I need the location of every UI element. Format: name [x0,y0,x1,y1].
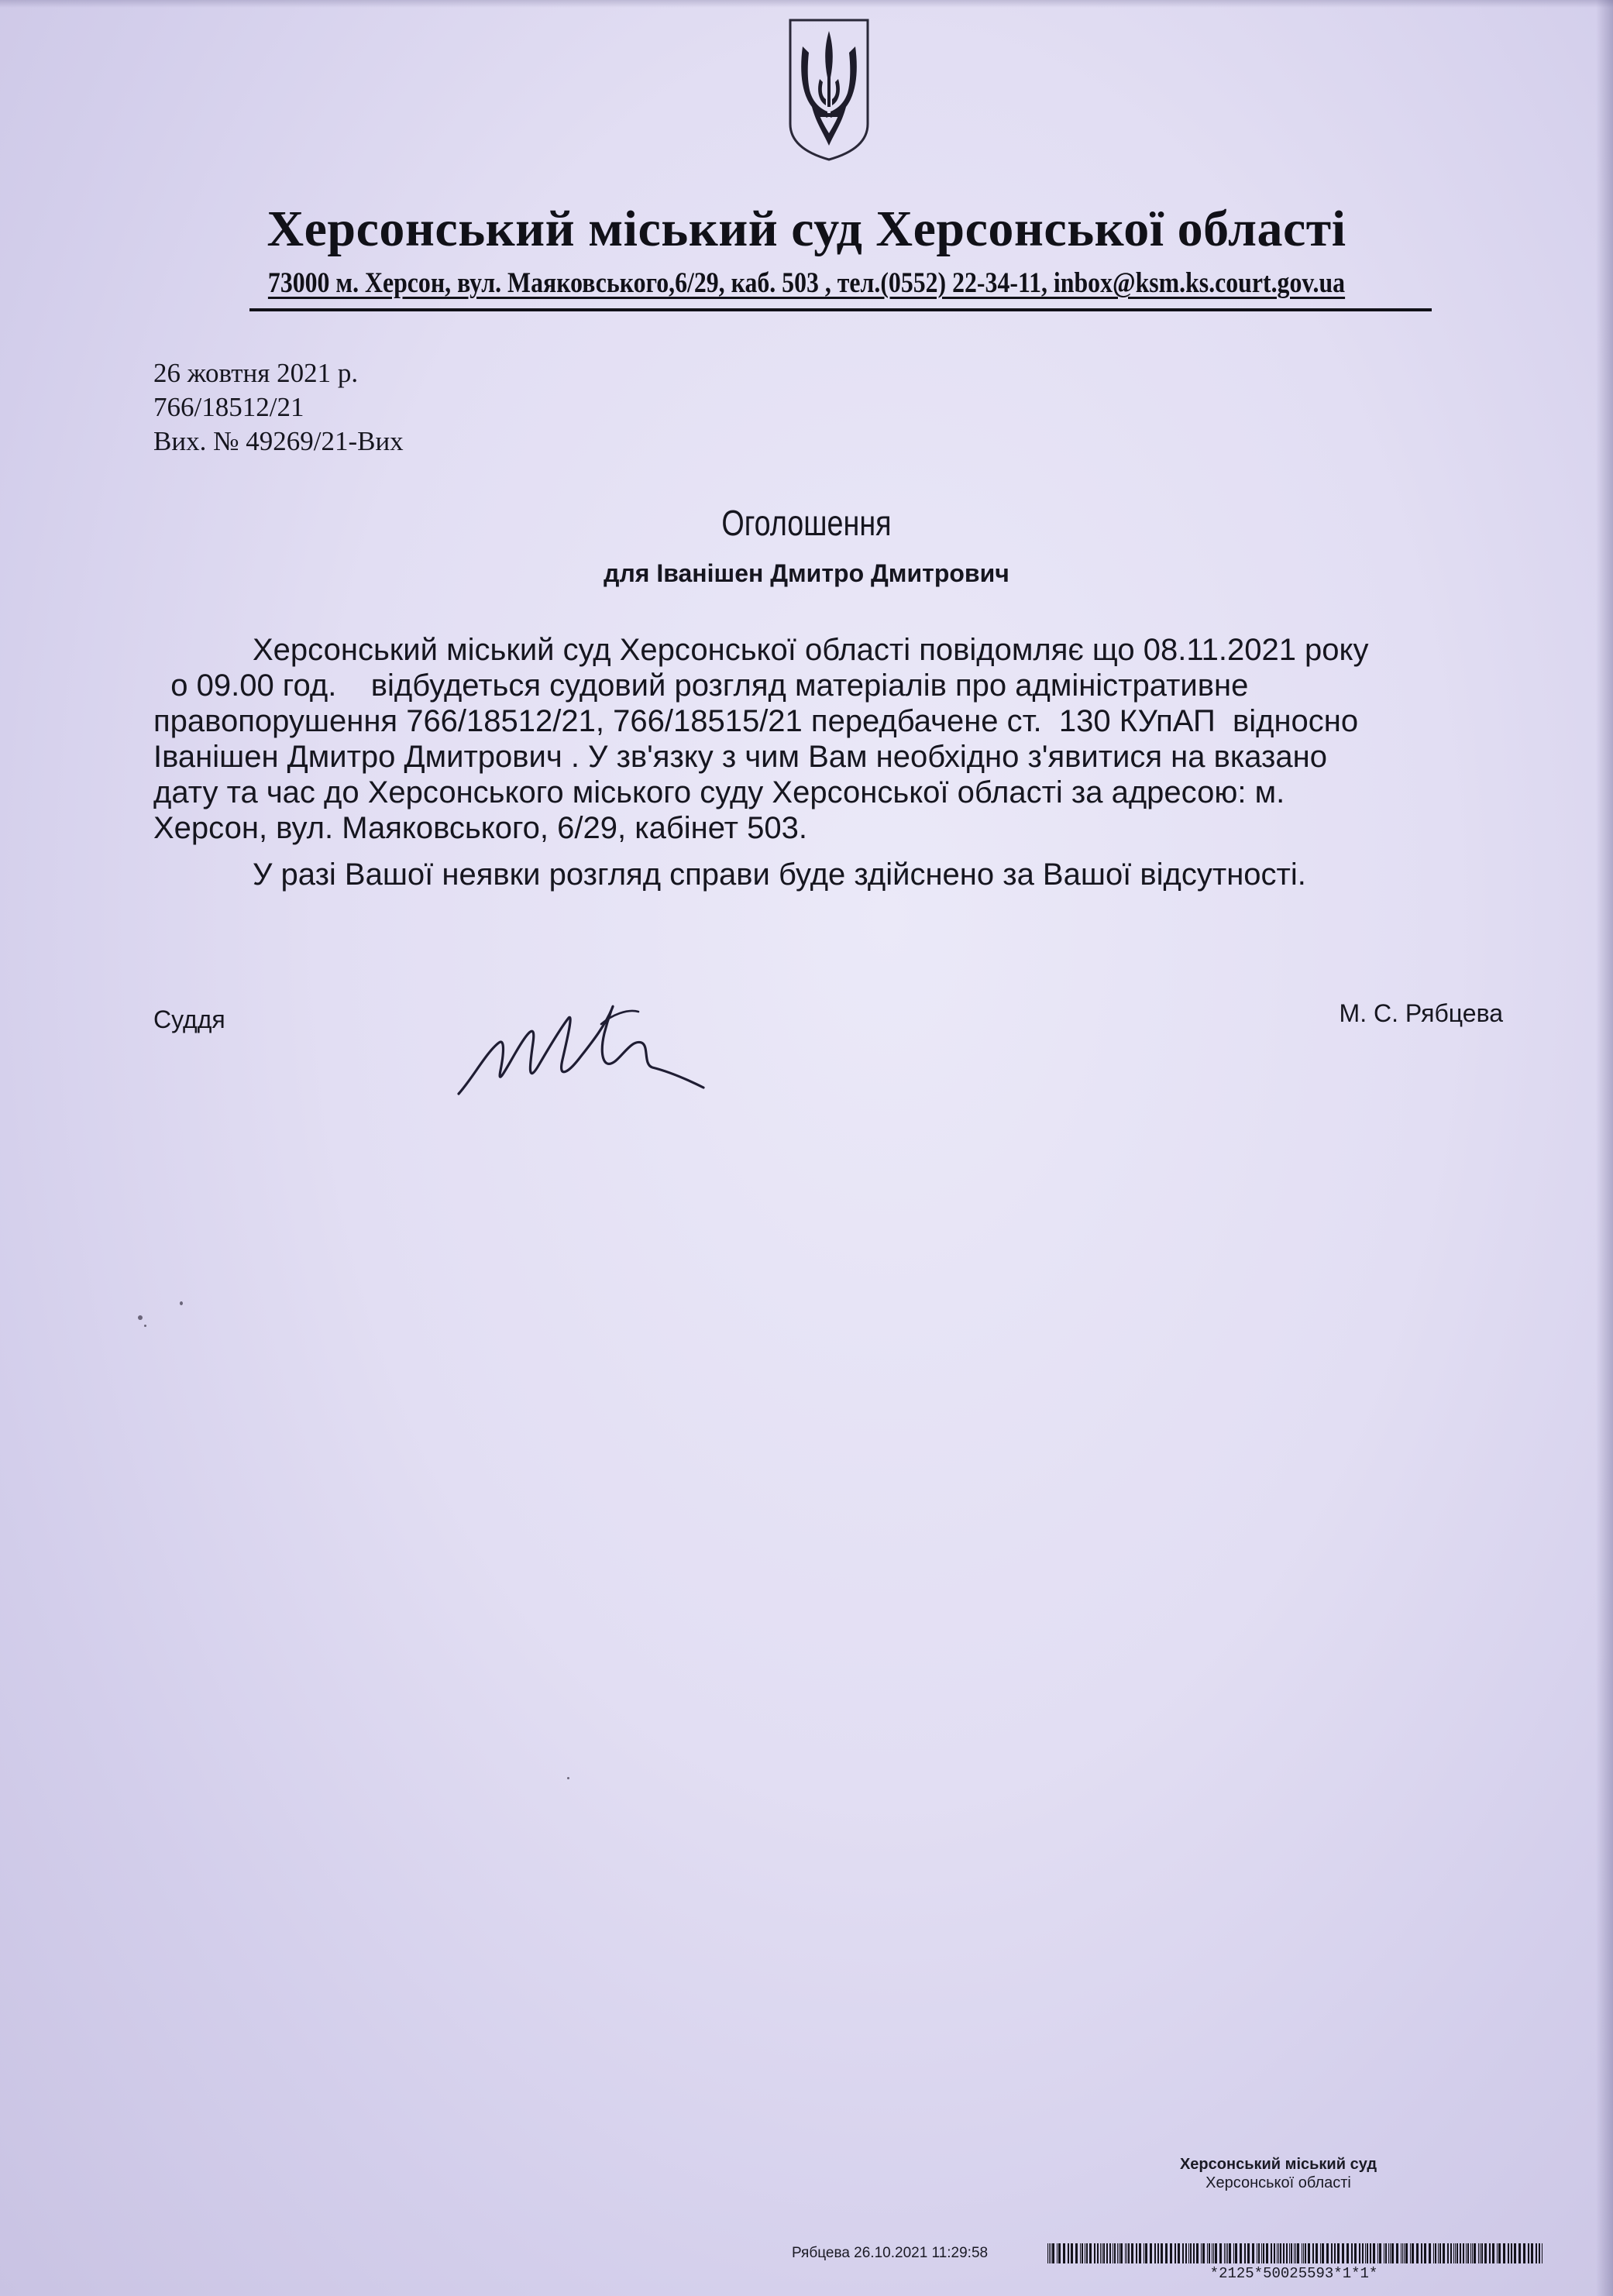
barcode-bar [1331,2243,1333,2263]
barcode-bar [1351,2243,1353,2263]
registration-stamp [1178,2155,1379,2192]
paper-speck [567,1777,569,1779]
document-date: 26 жовтня 2021 р. [153,358,359,388]
barcode-bar [1362,2243,1364,2263]
signer-name: М. С. Рябцева [1339,999,1503,1027]
barcode-bar [1131,2243,1133,2263]
barcode-bar [1128,2243,1130,2263]
barcode-bar [1263,2243,1264,2263]
barcode-bar [1252,2243,1254,2263]
barcode-bar [1289,2243,1290,2263]
barcode-bar [1215,2243,1217,2263]
barcode-bar [1052,2243,1054,2263]
barcode-bar [1295,2243,1296,2263]
barcode-bar [1439,2243,1441,2263]
barcode-bar [1484,2243,1487,2263]
barcode-bar [1453,2243,1454,2263]
barcode-bar [1049,2243,1050,2263]
barcode-bar [1385,2243,1387,2263]
barcode-bar [1280,2243,1281,2263]
barcode-bar [1405,2243,1408,2263]
barcode-bar [1201,2243,1202,2263]
barcode-bar [1227,2243,1228,2263]
barcode-bar [1466,2243,1467,2263]
barcode-bar [1086,2243,1088,2263]
barcode-bar [1145,2243,1147,2263]
barcode-bar [1165,2243,1168,2263]
barcode-bar [1359,2243,1360,2263]
barcode-bar [1080,2243,1081,2263]
barcode-bar [1511,2243,1512,2263]
case-number: 766/18512/21 [153,392,304,422]
barcode-bar [1174,2243,1176,2263]
barcode-bar [1346,2243,1349,2263]
barcode-bar [1320,2243,1321,2263]
barcode-bar [1455,2243,1456,2263]
barcode-bar [1207,2243,1208,2263]
barcode-bar [1125,2243,1126,2263]
body-line: дату та час до Херсонського міського суду Херсонської області за адресою: м. [153,775,1285,809]
barcode-bar [1337,2243,1340,2263]
barcode-bar [1178,2243,1180,2263]
barcode-bar [1467,2243,1469,2263]
barcode-bar [1266,2243,1268,2263]
barcode-bar [1497,2243,1498,2263]
barcode-bar [1391,2243,1394,2263]
barcode-bar [1097,2243,1099,2263]
document-meta [153,356,404,459]
barcode-bar [1100,2243,1101,2263]
barcode-bar [1367,2243,1368,2263]
barcode-bar [1188,2243,1189,2263]
barcode-bar [1443,2243,1445,2263]
barcode-bar [1435,2243,1436,2263]
barcode-bar [1463,2243,1464,2263]
barcode-bar [1229,2243,1231,2263]
barcode-bar [1277,2243,1278,2263]
barcode-bar [1161,2243,1163,2263]
barcode-bar [1404,2243,1405,2263]
letterhead-divider [249,308,1432,311]
barcode-bar [1196,2243,1199,2263]
barcode-bar [1047,2243,1048,2263]
barcode-bar [1508,2243,1509,2263]
trident-emblem-icon [786,15,872,163]
barcode-bar [1170,2243,1172,2263]
barcode-bar [1410,2243,1411,2263]
barcode-bar [1478,2243,1479,2263]
handwritten-signature [449,978,713,1117]
barcode-bar [1492,2243,1494,2263]
paper-speck [144,1325,146,1327]
body-line: правопорушення 766/18512/21, 766/18515/21 передбачене ст. 130 КУпАП відносно [153,704,1359,738]
barcode-bar [1402,2243,1403,2263]
absence-warning: У разі Вашої неявки розгляд справи буде здійснено за Вашої відсутності. [253,858,1306,892]
barcode-bar [1082,2243,1083,2263]
barcode-bar [1472,2243,1473,2263]
barcode-bar [1244,2243,1246,2263]
barcode-bar [1117,2243,1118,2263]
outgoing-number: Вих. № 49269/21-Вих [153,426,404,456]
barcode-bar [1536,2243,1537,2263]
barcode-bar [1154,2243,1156,2263]
body-line: Іванішен Дмитро Дмитрович . У зв'язку з чим Вам необхідно з'явитися на вказано [153,740,1327,774]
barcode-bar [1224,2243,1225,2263]
barcode-bar [1474,2243,1476,2263]
barcode-bar [1334,2243,1336,2263]
barcode-bar [1518,2243,1521,2263]
court-address-text: 73000 м. Херсон, вул. Маяковського,6/29, каб. 503 , тел.(0552) 22-34-11, inbox@ksm.ks.court.gov.ua [267,267,1346,299]
barcode-bar [1193,2243,1195,2263]
court-address-line [113,266,1501,300]
barcode-bar [1447,2243,1449,2263]
signer-role: Суддя [153,1005,225,1033]
barcode-bar [1322,2243,1324,2263]
barcode-bar [1523,2243,1525,2263]
barcode [1047,2243,1543,2263]
barcode-bar [1450,2243,1452,2263]
barcode-bar [1416,2243,1419,2263]
barcode-bar [1379,2243,1381,2263]
barcode-bar [1235,2243,1237,2263]
barcode-bar [1058,2243,1061,2263]
barcode-bar [1202,2243,1205,2263]
barcode-bar [1528,2243,1529,2263]
barcode-bar [1390,2243,1391,2263]
barcode-bar [1305,2243,1306,2263]
paper-speck [180,1301,183,1305]
barcode-bar [1433,2243,1434,2263]
barcode-bar [1063,2243,1065,2263]
barcode-bar [1190,2243,1192,2263]
barcode-bar [1531,2243,1533,2263]
barcode-bar [1291,2243,1292,2263]
barcode-bar [1388,2243,1389,2263]
page-edge-shadow [1596,0,1613,2296]
barcode-bar [1071,2243,1073,2263]
barcode-bar [1294,2243,1295,2263]
barcode-bar [1089,2243,1092,2263]
barcode-bar [1057,2243,1058,2263]
stamp-signed-by: Рябцева 26.10.2021 11:29:58 [792,2245,989,2261]
barcode-bar [1489,2243,1491,2263]
body-line: о 09.00 год. відбудеться судовий розгляд матеріалів про адміністративне [153,669,1249,703]
barcode-bar [1297,2243,1299,2263]
barcode-bar [1075,2243,1078,2263]
barcode-bar [1261,2243,1262,2263]
page-top-shadow [0,0,1613,8]
barcode-bar [1498,2243,1501,2263]
barcode-bar [1354,2243,1357,2263]
barcode-bar [1457,2243,1458,2263]
barcode-bar [1247,2243,1250,2263]
paper-speck [138,1315,143,1320]
barcode-bar [1312,2243,1314,2263]
barcode-bar [1182,2243,1184,2263]
barcode-bar [1470,2243,1471,2263]
barcode-bar [1412,2243,1414,2263]
barcode-bar [1480,2243,1481,2263]
barcode-bar [1233,2243,1234,2263]
barcode-bar [1308,2243,1310,2263]
notice-title: Оголошення [721,503,892,543]
barcode-bar [1219,2243,1222,2263]
barcode-bar [1240,2243,1242,2263]
barcode-bar [1377,2243,1378,2263]
barcode-bar [1342,2243,1344,2263]
barcode-bar [1514,2243,1516,2263]
barcode-bar [1481,2243,1483,2263]
barcode-bar [1258,2243,1260,2263]
barcode-bar [1283,2243,1285,2263]
barcode-bar [1068,2243,1069,2263]
barcode-bar [1316,2243,1318,2263]
barcode-bar [1209,2243,1210,2263]
barcode-bar [1286,2243,1288,2263]
barcode-bar [1503,2243,1505,2263]
barcode-bar [1213,2243,1214,2263]
barcode-bar [1139,2243,1141,2263]
barcode-bar [1126,2243,1127,2263]
barcode-bar [1150,2243,1152,2263]
barcode-bar [1274,2243,1275,2263]
barcode-bar [1370,2243,1371,2263]
barcode-bar [1136,2243,1137,2263]
court-name-heading: Херсонський міський суд Херсонської області [267,201,1346,257]
barcode-bar [1185,2243,1187,2263]
barcode-bar [1424,2243,1426,2263]
barcode-bar [1157,2243,1159,2263]
barcode-bar [1421,2243,1422,2263]
notice-addressee: для Іванішен Дмитро Дмитрович [604,559,1009,587]
barcode-bar [1114,2243,1116,2263]
barcode-bar [1396,2243,1398,2263]
stamp-org-line2: Херсонської області [1205,2174,1351,2191]
barcode-bar [1438,2243,1439,2263]
barcode-bar [1539,2243,1540,2263]
barcode-bar [1094,2243,1095,2263]
stamp-org-line1: Херсонський міський суд [1179,2156,1377,2173]
barcode-bar [1109,2243,1111,2263]
notice-body [153,632,1517,892]
body-line: Херсон, вул. Маяковського, 6/29, кабінет 503. [153,811,807,845]
barcode-bar [1429,2243,1431,2263]
body-line: Херсонський міський суд Херсонської області повідомляє що 08.11.2021 року [253,633,1369,667]
barcode-bar [1271,2243,1272,2263]
barcode-number: *2125*50025593*1*1* [1209,2265,1378,2282]
barcode-bar [1120,2243,1123,2263]
barcode-bar [1365,2243,1366,2263]
barcode-bar [1326,2243,1329,2263]
barcode-bar [1460,2243,1461,2263]
barcode-bar [1373,2243,1375,2263]
barcode-bar [1106,2243,1108,2263]
barcode-bar [1303,2243,1304,2263]
barcode-bar [1103,2243,1105,2263]
barcode-bar [1278,2243,1279,2263]
